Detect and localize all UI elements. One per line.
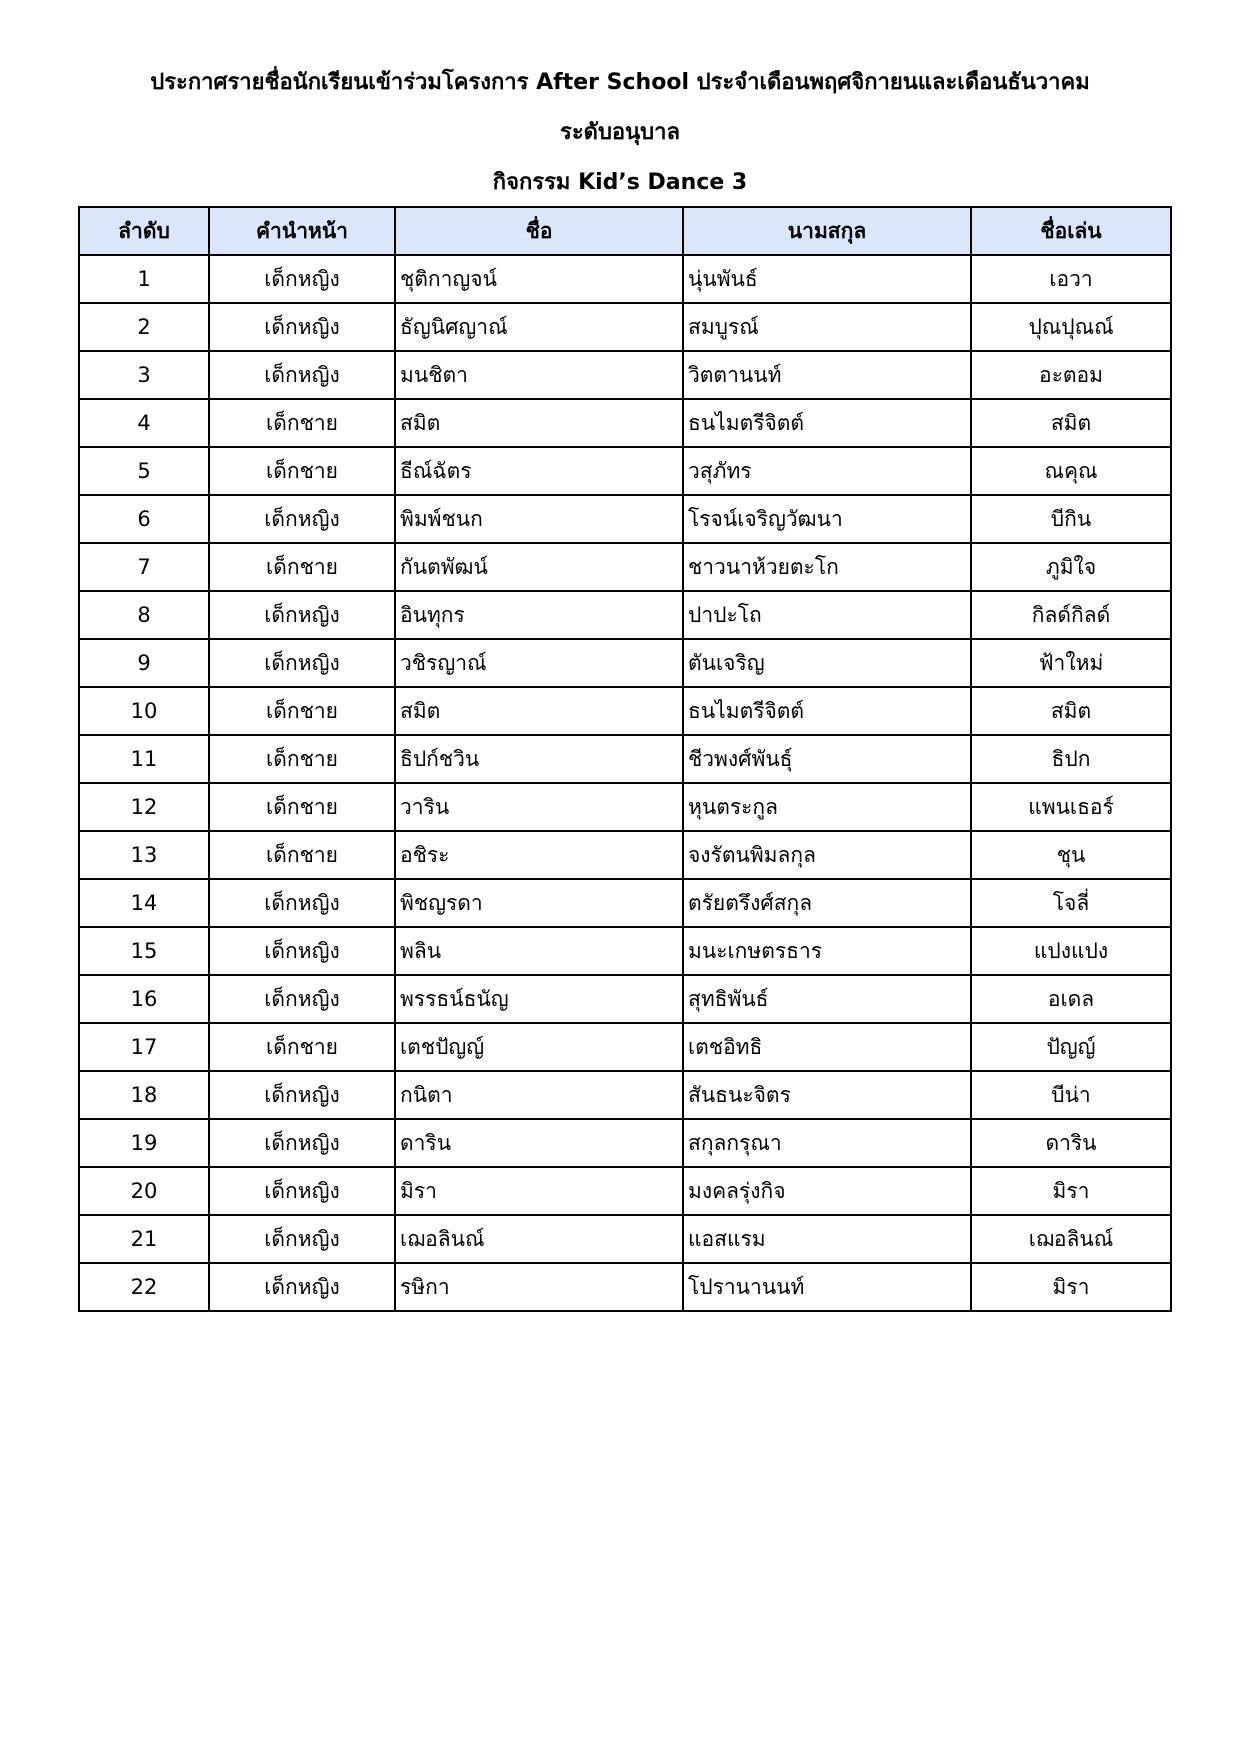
cell-number: 13 (79, 831, 209, 879)
cell-nickname: กิลด์กิลด์ (971, 591, 1171, 639)
cell-nickname: สมิต (971, 687, 1171, 735)
cell-nickname: ดาริน (971, 1119, 1171, 1167)
table-row (79, 975, 1171, 1023)
cell-number: 19 (79, 1119, 209, 1167)
cell-nickname: ธิปก (971, 735, 1171, 783)
cell-number: 21 (79, 1215, 209, 1263)
cell-first-name: กนิตา (395, 1071, 683, 1119)
activity-subtitle: กิจกรรม Kid’s Dance 3 (492, 170, 748, 195)
cell-nickname: มิรา (971, 1263, 1171, 1311)
cell-prefix: เด็กชาย (209, 543, 395, 591)
cell-first-name: มิรา (395, 1167, 683, 1215)
cell-last-name: ธนไมตรีจิตต์ (683, 687, 971, 735)
column-header-nickname: ชื่อเล่น (971, 207, 1171, 255)
cell-last-name: วสุภัทร (683, 447, 971, 495)
cell-prefix: เด็กชาย (209, 783, 395, 831)
cell-nickname: แพนเธอร์ (971, 783, 1171, 831)
cell-prefix: เด็กชาย (209, 399, 395, 447)
cell-last-name: สุทธิพันธ์ (683, 975, 971, 1023)
cell-last-name: นุ่นพันธ์ (683, 255, 971, 303)
cell-first-name: วาริน (395, 783, 683, 831)
cell-first-name: อชิระ (395, 831, 683, 879)
cell-prefix: เด็กชาย (209, 447, 395, 495)
table-row (79, 495, 1171, 543)
cell-first-name: ดาริน (395, 1119, 683, 1167)
cell-first-name: สมิต (395, 687, 683, 735)
table-row (79, 1023, 1171, 1071)
cell-nickname: ปุณปุณณ์ (971, 303, 1171, 351)
cell-nickname: บีน่า (971, 1071, 1171, 1119)
cell-first-name: พรรธน์ธนัญ (395, 975, 683, 1023)
cell-nickname: ฟ้าใหม่ (971, 639, 1171, 687)
table-row (79, 255, 1171, 303)
cell-last-name: จงรัตนพิมลกุล (683, 831, 971, 879)
cell-number: 7 (79, 543, 209, 591)
cell-prefix: เด็กหญิง (209, 303, 395, 351)
cell-first-name: มนชิตา (395, 351, 683, 399)
cell-prefix: เด็กหญิง (209, 255, 395, 303)
cell-prefix: เด็กชาย (209, 831, 395, 879)
table-row (79, 399, 1171, 447)
cell-last-name: ตรัยตรึงศ์สกุล (683, 879, 971, 927)
table-row (79, 591, 1171, 639)
table-row (79, 543, 1171, 591)
cell-last-name: หุนตระกูล (683, 783, 971, 831)
cell-last-name: มงคลรุ่งกิจ (683, 1167, 971, 1215)
cell-nickname: อเดล (971, 975, 1171, 1023)
cell-number: 1 (79, 255, 209, 303)
cell-first-name: พลิน (395, 927, 683, 975)
cell-last-name: วิตตานนท์ (683, 351, 971, 399)
cell-number: 22 (79, 1263, 209, 1311)
table-row (79, 927, 1171, 975)
table-row (79, 351, 1171, 399)
document-header (0, 58, 1240, 208)
cell-prefix: เด็กหญิง (209, 591, 395, 639)
cell-nickname: สมิต (971, 399, 1171, 447)
header-row (79, 207, 1171, 255)
cell-prefix: เด็กหญิง (209, 927, 395, 975)
cell-prefix: เด็กชาย (209, 687, 395, 735)
cell-number: 2 (79, 303, 209, 351)
cell-nickname: เอวา (971, 255, 1171, 303)
table-body (79, 255, 1171, 1311)
announcement-title: ประกาศรายชื่อนักเรียนเข้าร่วมโครงการ After School ประจำเดือนพฤศจิกายนและเดือนธันวาคม (150, 70, 1090, 95)
cell-prefix: เด็กหญิง (209, 879, 395, 927)
table-row (79, 1215, 1171, 1263)
cell-last-name: โปรานานนท์ (683, 1263, 971, 1311)
table-row (79, 303, 1171, 351)
cell-first-name: ธีณ์ฉัตร (395, 447, 683, 495)
cell-number: 4 (79, 399, 209, 447)
table-row (79, 447, 1171, 495)
cell-last-name: ชาวนาห้วยตะโก (683, 543, 971, 591)
cell-prefix: เด็กหญิง (209, 495, 395, 543)
cell-prefix: เด็กชาย (209, 1023, 395, 1071)
cell-nickname: แปงแปง (971, 927, 1171, 975)
cell-last-name: เตชอิทธิ (683, 1023, 971, 1071)
cell-number: 20 (79, 1167, 209, 1215)
table-row (79, 879, 1171, 927)
cell-first-name: พิชญรดา (395, 879, 683, 927)
cell-last-name: ปาปะโถ (683, 591, 971, 639)
column-header-first-name: ชื่อ (395, 207, 683, 255)
cell-last-name: สันธนะจิตร (683, 1071, 971, 1119)
level-subtitle: ระดับอนุบาล (560, 120, 680, 145)
cell-nickname: ปัญญ์ (971, 1023, 1171, 1071)
table-row (79, 1071, 1171, 1119)
cell-first-name: ธัญนิศญาณ์ (395, 303, 683, 351)
cell-last-name: มนะเกษตรธาร (683, 927, 971, 975)
column-header-prefix: คำนำหน้า (209, 207, 395, 255)
cell-number: 12 (79, 783, 209, 831)
cell-first-name: รษิกา (395, 1263, 683, 1311)
cell-number: 14 (79, 879, 209, 927)
cell-nickname: เฌอลินณ์ (971, 1215, 1171, 1263)
cell-first-name: อินทุกร (395, 591, 683, 639)
cell-nickname: ชุน (971, 831, 1171, 879)
table-row (79, 735, 1171, 783)
cell-nickname: ณคุณ (971, 447, 1171, 495)
cell-prefix: เด็กหญิง (209, 639, 395, 687)
cell-nickname: โจลี่ (971, 879, 1171, 927)
cell-number: 5 (79, 447, 209, 495)
cell-first-name: ธิปก์ชวิน (395, 735, 683, 783)
column-header-last-name: นามสกุล (683, 207, 971, 255)
cell-nickname: อะตอม (971, 351, 1171, 399)
cell-number: 17 (79, 1023, 209, 1071)
cell-number: 9 (79, 639, 209, 687)
cell-prefix: เด็กหญิง (209, 1215, 395, 1263)
table-row (79, 687, 1171, 735)
cell-last-name: แอสแรม (683, 1215, 971, 1263)
cell-number: 18 (79, 1071, 209, 1119)
cell-number: 15 (79, 927, 209, 975)
cell-first-name: เฌอลินณ์ (395, 1215, 683, 1263)
cell-first-name: พิมพ์ชนก (395, 495, 683, 543)
table-row (79, 1263, 1171, 1311)
cell-prefix: เด็กหญิง (209, 975, 395, 1023)
cell-first-name: วชิรญาณ์ (395, 639, 683, 687)
student-roster-table (78, 206, 1172, 1312)
cell-first-name: เตชปัญญ์ (395, 1023, 683, 1071)
table-row (79, 783, 1171, 831)
cell-number: 6 (79, 495, 209, 543)
cell-nickname: บีกิน (971, 495, 1171, 543)
cell-last-name: สมบูรณ์ (683, 303, 971, 351)
cell-prefix: เด็กหญิง (209, 1071, 395, 1119)
cell-last-name: ชีวพงศ์พันธุ์ (683, 735, 971, 783)
cell-last-name: โรจน์เจริญวัฒนา (683, 495, 971, 543)
cell-number: 10 (79, 687, 209, 735)
column-header-number: ลำดับ (79, 207, 209, 255)
cell-prefix: เด็กหญิง (209, 1263, 395, 1311)
cell-nickname: ภูมิใจ (971, 543, 1171, 591)
table-row (79, 831, 1171, 879)
table-header (79, 207, 1171, 255)
cell-number: 8 (79, 591, 209, 639)
cell-first-name: ชุติกาญจน์ (395, 255, 683, 303)
cell-nickname: มิรา (971, 1167, 1171, 1215)
cell-prefix: เด็กหญิง (209, 1119, 395, 1167)
cell-number: 3 (79, 351, 209, 399)
cell-last-name: สกุลกรุณา (683, 1119, 971, 1167)
cell-number: 16 (79, 975, 209, 1023)
cell-first-name: กันตพัฒน์ (395, 543, 683, 591)
cell-prefix: เด็กชาย (209, 735, 395, 783)
cell-prefix: เด็กหญิง (209, 1167, 395, 1215)
table-row (79, 1167, 1171, 1215)
cell-last-name: ธนไมตรีจิตต์ (683, 399, 971, 447)
table-row (79, 639, 1171, 687)
cell-last-name: ตันเจริญ (683, 639, 971, 687)
cell-first-name: สมิต (395, 399, 683, 447)
table-row (79, 1119, 1171, 1167)
cell-number: 11 (79, 735, 209, 783)
cell-prefix: เด็กหญิง (209, 351, 395, 399)
